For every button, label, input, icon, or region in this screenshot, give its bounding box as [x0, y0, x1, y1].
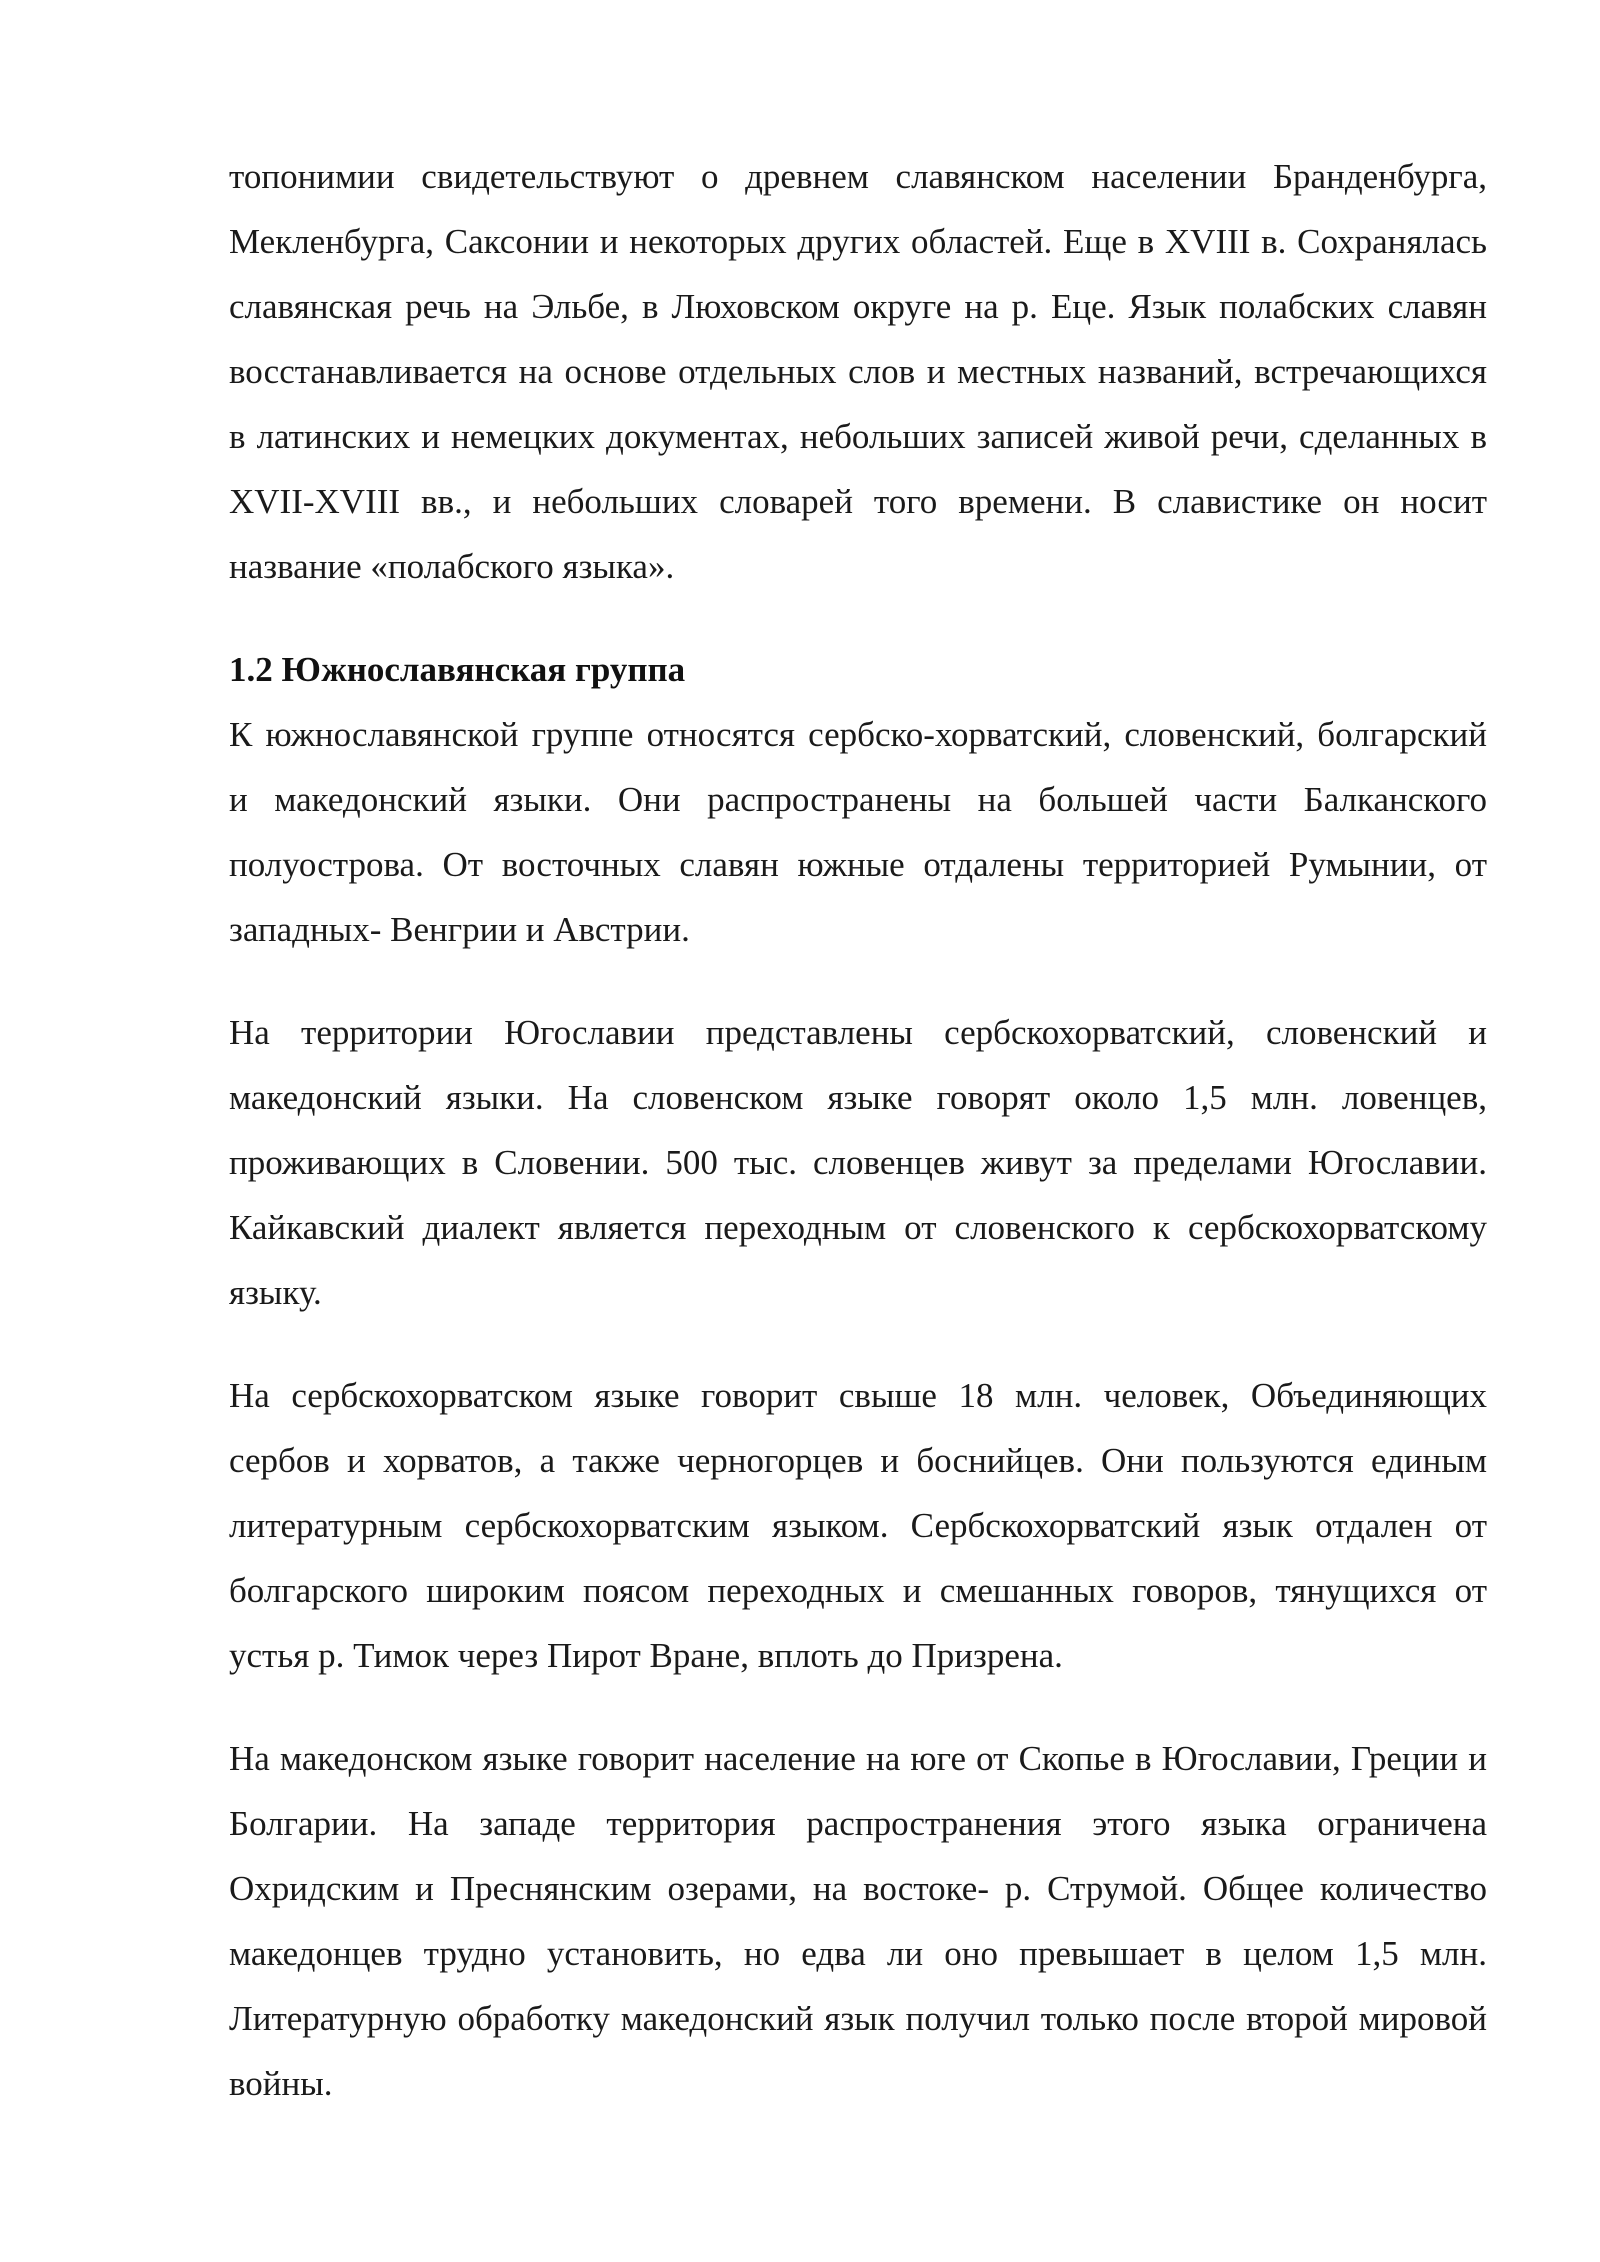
paragraph-serbo-croatian: На сербскохорватском языке говорит свыше 18 млн. человек, Объединяющих сербов и хорватов, а также черногорцев и боснийцев. Они пользуются единым литературным сербскохорватским языком. Сербскохорватский язык отдален от болгарского широким поясом переходных и смешанных говоров, тянущихся от устья р. Тимок через Пирот Вране, вплоть до Призрена. — [229, 1376, 1487, 1675]
paragraph-toponymy: топонимии свидетельствуют о древнем славянском населении Бранденбурга, Мекленбурга, Саксонии и некоторых других областей. Еще в XVIII в. Сохранялась славянская речь на Эльбе, в Люховском округе на р. Еце. Язык полабских славян восстанавливается на основе отдельных слов и местных названий, встречающихся в латинских и немецких документах, небольших записей живой речи, сделанных в XVII-XVIII вв., и небольших словарей того времени. В славистике он носит название «полабского языка». — [229, 157, 1487, 586]
section-heading: 1.2 Южнославянская группа — [229, 650, 686, 689]
paragraph-yugoslavia: На территории Югославии представлены сербскохорватский, словенский и македонский языки. На словенском языке говорят около 1,5 млн. ловенцев, проживающих в Словении. 500 тыс. словенцев живут за пределами Югославии. Кайкавский диалект является переходным от словенского к сербскохорватскому языку. — [229, 1013, 1487, 1312]
document-body — [229, 144, 1487, 2116]
paragraph-south-slavic-group: К южнославянской группе относятся сербско-хорватский, словенский, болгарский и македонский языки. Они распространены на большей части Балканского полуострова. От восточных славян южные отдалены территорией Румынии, от западных- Венгрии и Австрии. — [229, 715, 1487, 949]
paragraph-macedonian: На македонском языке говорит население на юге от Скопье в Югославии, Греции и Болгарии. На западе территория распространения этого языка ограничена Охридским и Преснянским озерами, на востоке- р. Струмой. Общее количество македонцев трудно установить, но едва ли оно превышает в целом 1,5 млн. Литературную обработку македонский язык получил только после второй мировой войны. — [229, 1739, 1487, 2103]
